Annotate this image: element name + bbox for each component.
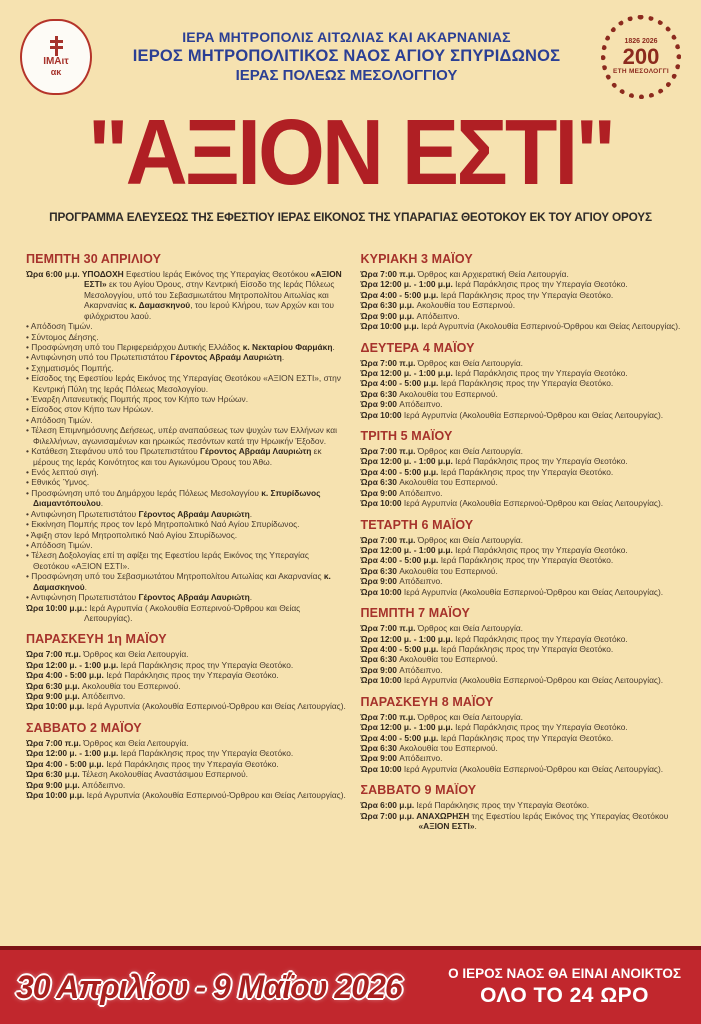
bullet-item <box>26 519 347 529</box>
main-title: "ΑΞΙΟΝ ΕΣΤΙ" <box>87 100 614 205</box>
plain-text: Ιερά Παράκλησις προς την Υπεραγία Θεοτόκο. <box>120 748 294 759</box>
plain-text: Έναρξη Λιτανευτικής Πομπής προς τον Κήπο των Ηρώων. <box>31 394 249 405</box>
plain-text: Ακολουθία του Εσπερινού. <box>82 680 181 691</box>
plain-text: Όρθρος και Θεία Λειτουργία. <box>417 534 523 545</box>
plain-text: της Εφεστίου Ιεράς Εικόνος της Υπεραγίας Θεοτόκου <box>469 810 669 821</box>
footer-banner <box>0 946 701 1024</box>
bullet-item <box>26 332 347 342</box>
time-item <box>361 290 682 300</box>
emphasized-text: Ώρα 4:00 - 5:00 μ.μ. <box>360 732 441 743</box>
time-item <box>361 555 682 565</box>
plain-text: Κατάθεση Στεφάνου υπό του Πρωτεπιστάτου <box>31 446 200 457</box>
emphasized-text: Ώρα 7:00 π.μ. <box>360 711 418 722</box>
time-item <box>361 634 682 644</box>
day-section <box>26 721 347 801</box>
plain-text: . <box>249 592 253 603</box>
emphasized-text: Ώρα 10:00 <box>360 409 404 420</box>
plain-text: Ενός λεπτού σιγή. <box>31 467 99 478</box>
emphasized-text: Ώρα 7:00 π.μ. <box>360 357 418 368</box>
plain-text: Όρθρος και Θεία Λειτουργία. <box>417 711 523 722</box>
day-section <box>361 341 682 421</box>
time-item <box>361 410 682 420</box>
day-heading: ΠΕΜΠΤΗ 30 ΑΠΡΙΛΙΟΥ <box>26 252 162 266</box>
footer-open-hours-note <box>448 965 685 1010</box>
emphasized-text: Ώρα 12:00 μ. - 1:00 μ.μ. <box>360 722 456 733</box>
plain-text: Αντιφώνηση υπό του Πρωτεπιστάτου <box>30 352 171 363</box>
time-item <box>361 311 682 321</box>
plain-text: Ακολουθία του Εσπερινού. <box>399 742 498 753</box>
emphasized-text: Ώρα 10:00 <box>360 586 404 597</box>
emphasized-text: Ώρα 12:00 μ. - 1:00 μ.μ. <box>360 279 456 290</box>
day-heading: ΠΕΜΠΤΗ 7 ΜΑΪΟΥ <box>360 606 470 621</box>
bullet-dot: • <box>26 425 32 436</box>
bullet-item <box>26 550 347 571</box>
plain-text: Ιερά Αγρυπνία (Ακολουθία Εσπερινού-Όρθρου και Θείας Λειτουργίας). <box>403 763 664 774</box>
emphasized-text: Ώρα 6:30 <box>360 388 400 399</box>
header-line-city: ΙΕΡΑΣ ΠΟΛΕΩΣ ΜΕΣΟΛΟΓΓΙΟΥ <box>235 66 458 84</box>
plain-text: Ιερά Παράκλησις προς την Υπεραγία Θεοτόκο. <box>440 466 614 477</box>
plain-text: Ακολουθία του Εσπερινού. <box>416 300 516 311</box>
emphasized-text: Ώρα 10:00 μ.μ. <box>26 789 87 800</box>
plain-text: Ιερά Παράκλησις προς την Υπεραγία Θεοτόκο. <box>416 800 590 811</box>
plain-text: Ιερά Παράκλησις προς την Υπεραγία Θεοτόκο. <box>440 732 614 743</box>
time-item <box>361 743 682 753</box>
plain-text: . <box>281 352 285 363</box>
plain-text: . <box>84 581 87 592</box>
footer-note-line1: Ο ΙΕΡΟΣ ΝΑΟΣ ΘΑ ΕΙΝΑΙ ΑΝΟΙΚΤΟΣ <box>448 965 681 981</box>
day-section <box>361 518 682 598</box>
emphasized-text: Ώρα 7:00 π.μ. <box>360 446 418 457</box>
time-item <box>26 780 347 790</box>
emphasized-text: Ώρα 12:00 μ. - 1:00 μ.μ. <box>360 367 456 378</box>
emphasized-text: Ώρα 4:00 - 5:00 μ.μ. <box>360 289 441 300</box>
plain-text: Απόδειπνο. <box>82 779 126 790</box>
bullet-item <box>26 488 347 509</box>
plain-text: Τέλεση Επιμνημόσυνης Δεήσεως, υπέρ αναπαύσεως των ψυχών των Ελλήνων και Φιλελλήνων, αγωνισαμένων και ηρωικώς πεσόντων κατά την Ηρωικήν Έξοδον. <box>31 425 337 446</box>
emphasized-text: Ώρα 4:00 - 5:00 μ.μ. <box>360 643 441 654</box>
emphasized-text: Ώρα 4:00 - 5:00 μ.μ. <box>26 670 107 681</box>
emphasized-text: ΥΠΟΔΟΧΗ <box>81 269 124 279</box>
emphasized-text: «ΑΞΙΟΝ ΕΣΤΙ» <box>418 821 475 832</box>
plain-text: Ιερά Αγρυπνία (Ακολουθία Εσπερινού-Όρθρου και Θείας Λειτουργίας). <box>403 586 664 597</box>
time-item <box>361 733 682 743</box>
plain-text: Αντιφώνηση Πρωτεπιστάτου <box>30 508 139 519</box>
emphasized-text: Ώρα 6:00 μ.μ. <box>26 269 82 279</box>
bullet-item <box>26 446 347 467</box>
time-item <box>361 675 682 685</box>
plain-text: Ιερά Παράκλησις προς την Υπεραγία Θεοτόκο. <box>455 633 628 644</box>
plain-text: , του Ιερού Κλήρου, των Αρχών και του φιλόχριστου λαού. <box>84 300 334 321</box>
bullet-item <box>26 540 347 550</box>
plain-text: Ιερά Αγρυπνία (Ακολουθία Εσπερινού-Όρθρου και Θείας Λειτουργίας). <box>403 498 664 509</box>
plain-text: Απόδειπνο. <box>399 664 443 675</box>
bullet-item <box>26 477 347 487</box>
emphasized-text: Ώρα 10:00 <box>360 498 404 509</box>
day-section <box>361 606 682 686</box>
day-heading: ΣΑΒΒΑΤΟ 9 ΜΑΪΟΥ <box>360 783 477 798</box>
plain-text: Ιερά Παράκλησις προς την Υπεραγία Θεοτόκο. <box>440 289 614 300</box>
footer-date-range: 30 Απριλίου - 9 Μαΐου 2026 <box>16 968 402 1005</box>
bullet-dot: • <box>26 529 31 540</box>
plain-text: Είσοδος στον Κήπο των Ηρώων. <box>31 404 154 415</box>
time-item <box>26 701 347 711</box>
plain-text: Σχηματισμός Πομπής. <box>31 362 114 373</box>
bullet-item <box>26 321 347 331</box>
time-item <box>26 681 347 691</box>
bullet-item <box>26 404 347 414</box>
plain-text: Ακολουθία του Εσπερινού. <box>399 477 498 488</box>
time-item <box>361 545 682 555</box>
emphasized-text: Γέροντος Αβραάμ Λαυριώτη <box>138 592 250 603</box>
day-heading: ΤΕΤΑΡΤΗ 6 ΜΑΪΟΥ <box>360 517 474 532</box>
bullet-dot: • <box>26 331 32 342</box>
bullet-item <box>26 394 347 404</box>
emblem-monogram-top: ΙΜΑιτ <box>43 56 69 68</box>
bullet-dot: • <box>26 321 31 332</box>
plain-text: Ακολουθία του Εσπερινού. <box>399 565 498 576</box>
header-line-church: ΙΕΡΟΣ ΜΗΤΡΟΠΟΛΙΤΙΚΟΣ ΝΑΟΣ ΑΓΙΟΥ ΣΠΥΡΙΔΩΝΟΣ <box>132 47 561 66</box>
time-item <box>26 649 347 659</box>
emphasized-text: «ΑΞΙΟΝ ΕΣΤΙ» <box>84 269 342 290</box>
emphasized-text: Ώρα 7:00 π.μ. <box>360 534 418 545</box>
plain-text: Ιερά Παράκλησις προς την Υπεραγία Θεοτόκο. <box>106 670 279 681</box>
plain-text: Ιερά Αγρυπνία (Ακολουθία Εσπερινού-Όρθρου και Θείας Λειτουργίας). <box>403 675 664 686</box>
bicentennial-caption: ΕΤΗ ΜΕΣΟΛΟΓΓΙ <box>612 67 670 75</box>
day-section <box>361 695 682 775</box>
plain-text: . <box>474 821 477 832</box>
emphasized-text: Ώρα 12:00 μ. - 1:00 μ.μ. <box>26 748 121 759</box>
time-item <box>361 623 682 633</box>
time-item <box>361 467 682 477</box>
emphasized-text: Ώρα 6:00 μ.μ. <box>360 800 417 811</box>
bullet-dot: • <box>26 352 31 363</box>
plain-text: Όρθρος και Θεία Λειτουργία. <box>83 737 189 748</box>
emphasized-text: Ώρα 12:00 μ. - 1:00 μ.μ. <box>360 456 456 467</box>
plain-text: Ιερά Αγρυπνία (Ακολουθία Εσπερινού-Όρθρου και Θείας Λειτουργίας). <box>86 789 346 800</box>
plain-text: Προσφώνηση υπό του Σεβασμιωτάτου Μητροπολίτου Αιτωλίας και Ακαρνανίας <box>31 571 324 582</box>
time-item <box>26 660 347 670</box>
plain-text: Ιερά Αγρυπνία (Ακολουθία Εσπερινού-Όρθρου και Θείας Λειτουργίας). <box>421 321 681 332</box>
plain-text: Ιερά Παράκλησις προς την Υπεραγία Θεοτόκο. <box>440 378 614 389</box>
emphasized-text: Ώρα 9:00 μ.μ. <box>360 310 417 321</box>
time-item <box>361 811 682 832</box>
day-heading: ΣΑΒΒΑΤΟ 2 ΜΑΪΟΥ <box>26 720 142 735</box>
time-item <box>361 566 682 576</box>
bullet-item <box>26 509 347 519</box>
time-item <box>361 587 682 597</box>
day-section <box>26 252 347 623</box>
time-item <box>361 498 682 508</box>
plain-text: Απόδοση Τιμών. <box>30 414 93 425</box>
orthodox-cross-icon <box>48 36 64 56</box>
time-item <box>361 389 682 399</box>
plain-text: Σύντομος Δέησης. <box>31 331 99 342</box>
day-heading: ΚΥΡΙΑΚΗ 3 ΜΑΪΟΥ <box>360 252 473 266</box>
emphasized-text: Ώρα 10:00 <box>360 675 404 686</box>
bicentennial-number: 200 <box>622 43 660 69</box>
plain-text: Ιερά Παράκλησις προς την Υπεραγία Θεοτόκο. <box>455 722 628 733</box>
plain-text: . <box>332 341 335 352</box>
left-column <box>26 252 347 940</box>
emphasized-text: Ώρα 7:00 μ.μ. <box>360 810 417 821</box>
bullet-item <box>26 373 347 394</box>
emphasized-text: Ώρα 6:30 μ.μ. <box>360 300 417 311</box>
emphasized-text: Ώρα 10:00 μ.μ.: <box>26 602 88 613</box>
time-item <box>361 644 682 654</box>
bullet-dot: • <box>26 341 32 352</box>
emphasized-text: Ώρα 10:00 μ.μ. <box>360 321 422 332</box>
day-heading: ΠΑΡΑΣΚΕΥΗ 8 ΜΑΪΟΥ <box>360 694 494 709</box>
plain-text: εκ μέρους της Ιεράς Κοινότητος και του Αγιωνύμου Όρους του Άθω. <box>33 446 322 467</box>
bullet-dot: • <box>26 404 32 415</box>
plain-text: Απόδοση Τιμών. <box>30 321 93 332</box>
emphasized-text: Ώρα 9:00 μ.μ. <box>26 779 82 790</box>
plain-text: Ιερά Παράκλησις προς την Υπεραγία Θεοτόκο. <box>455 279 628 290</box>
time-item <box>361 712 682 722</box>
day-heading: ΔΕΥΤΕΡΑ 4 ΜΑΪΟΥ <box>360 340 475 355</box>
emphasized-text: Ώρα 6:30 <box>360 654 400 665</box>
bullet-item <box>26 363 347 373</box>
plain-text: Απόδοση Τιμών. <box>30 539 93 550</box>
plain-text: Ιερά Παράκλησις προς την Υπεραγία Θεοτόκο. <box>455 545 628 556</box>
emphasized-text: Γέροντος Αβραάμ Λαυριώτη <box>199 446 312 457</box>
bullet-dot: • <box>26 508 31 519</box>
metropolis-emblem <box>14 13 98 101</box>
emphasized-text: Ώρα 6:30 <box>360 742 400 753</box>
emphasized-text: Ώρα 12:00 μ. - 1:00 μ.μ. <box>360 545 456 556</box>
time-item <box>361 654 682 664</box>
time-item <box>361 368 682 378</box>
plain-text: Ιερά Παράκλησις προς την Υπεραγία Θεοτόκο. <box>455 456 628 467</box>
time-item <box>361 722 682 732</box>
bullet-dot: • <box>26 467 32 478</box>
bicentennial-emblem <box>595 11 687 103</box>
day-section <box>361 783 682 831</box>
emphasized-text: Ώρα 6:30 <box>360 565 400 576</box>
bullet-item <box>26 571 347 592</box>
plain-text: Απόδειπνο. <box>399 576 443 587</box>
bullet-dot: • <box>26 571 32 582</box>
plain-text: Ιερά Αγρυπνία ( Ακολουθία Εσπερινού-Όρθρου και Θείας Λειτουργίας). <box>84 602 301 623</box>
day-heading: ΤΡΙΤΗ 5 ΜΑΪΟΥ <box>360 429 453 444</box>
day-heading: ΠΑΡΑΣΚΕΥΗ 1η ΜΑΪΟΥ <box>26 632 167 647</box>
emphasized-text: Ώρα 9:00 <box>360 753 400 764</box>
time-item <box>361 378 682 388</box>
time-item <box>361 321 682 331</box>
bullet-dot: • <box>26 487 32 498</box>
emphasized-text: Ώρα 4:00 - 5:00 μ.μ. <box>26 758 107 769</box>
emphasized-text: Ώρα 9:00 <box>360 664 400 675</box>
plain-text: Προσφώνηση υπό του Περιφερειάρχου Δυτικής Ελλάδος <box>31 341 243 352</box>
header-line-metropolis: ΙΕΡΑ ΜΗΤΡΟΠΟΛΙΣ ΑΙΤΩΛΙΑΣ ΚΑΙ ΑΚΑΡΝΑΝΙΑΣ <box>182 28 511 45</box>
emphasized-text: Ώρα 9:00 <box>360 399 400 410</box>
plain-text: Άφιξη στον Ιερό Μητροπολιτικό Ναό Αγίου Σπυρίδωνος. <box>30 529 238 540</box>
plain-text: Τέλεση Ακολουθίας Αναστάσιμου Εσπερινού. <box>82 769 248 780</box>
plain-text: Όρθρος και Θεία Λειτουργία. <box>417 357 523 368</box>
emphasized-text: Ώρα 12:00 μ. - 1:00 μ.μ. <box>26 659 121 670</box>
program-subtitle: ΠΡΟΓΡΑΜΜΑ ΕΛΕΥΣΕΩΣ ΤΗΣ ΕΦΕΣΤΙΟΥ ΙΕΡΑΣ ΕΙΚΟΝΟΣ ΤΗΣ ΥΠΑΡΑΓΙΑΣ ΘΕΟΤΟΚΟΥ ΕΚ ΤΟΥ ΑΓΙΟΥ ΟΡΟΥΣ <box>49 210 652 224</box>
day-section <box>26 632 347 712</box>
emphasized-text: Ώρα 4:00 - 5:00 μ.μ. <box>360 466 441 477</box>
plain-text: Όρθρος και Αρχιερατική Θεία Λειτουργία. <box>417 269 569 279</box>
bullet-dot: • <box>26 477 32 488</box>
plain-text: Απόδειπνο. <box>399 487 443 498</box>
time-item <box>361 456 682 466</box>
plain-text: Ιερά Παράκλησις προς την Υπεραγία Θεοτόκο. <box>440 555 614 566</box>
emphasized-text: Ώρα 7:00 π.μ. <box>360 623 418 634</box>
plain-text: Απόδειπνο. <box>82 691 126 702</box>
bullet-item <box>26 425 347 446</box>
time-item <box>26 748 347 758</box>
metropolis-emblem-disc <box>20 19 92 95</box>
day-section <box>361 429 682 509</box>
plain-text: . <box>249 508 253 519</box>
header-text <box>98 29 595 86</box>
time-item <box>361 764 682 774</box>
emphasized-text: Ώρα 9:00 <box>360 487 400 498</box>
bicentennial-years: 1826 2026 <box>624 38 658 46</box>
time-item <box>26 790 347 800</box>
plain-text: Ιερά Παράκλησις προς την Υπεραγία Θεοτόκο. <box>455 367 628 378</box>
time-item <box>26 769 347 779</box>
time-item <box>361 576 682 586</box>
emphasized-text: Ώρα 7:00 π.μ. <box>360 269 418 279</box>
emphasized-text: κ. Νεκταρίου Φαρμάκη <box>242 341 333 352</box>
emphasized-text: Ώρα 6:30 μ.μ. <box>26 680 82 691</box>
emphasized-text: Ώρα 6:30 μ.μ. <box>26 769 82 780</box>
emphasized-text: Γέροντος Αβραάμ Λαυριώτη <box>170 352 282 363</box>
emphasized-text: Ώρα 9:00 <box>360 576 400 587</box>
time-item <box>361 399 682 409</box>
plain-text: Ιερά Παράκλησις προς την Υπεραγία Θεοτόκο. <box>440 643 614 654</box>
emphasized-text: Ώρα 7:00 π.μ. <box>26 649 84 660</box>
plain-text: Ακολουθία του Εσπερινού. <box>399 654 498 665</box>
footer-note-line2: ΟΛΟ ΤΟ 24 ΩΡΟ <box>480 984 649 1008</box>
emphasized-text: Ώρα 12:00 μ. - 1:00 μ.μ. <box>360 633 456 644</box>
plain-text: Όρθρος και Θεία Λειτουργία. <box>83 649 189 660</box>
bullet-dot: • <box>26 414 31 425</box>
plain-text: Εκκίνηση Πομπής προς τον Ιερό Μητροπολιτικό Ναό Αγίου Σπυρίδωνος. <box>31 519 300 530</box>
plain-text: Απόδειπνο. <box>399 753 443 764</box>
emphasized-text: Ώρα 10:00 <box>360 763 404 774</box>
time-item <box>26 759 347 769</box>
day-section <box>361 252 682 332</box>
emphasized-text: ΑΝΑΧΩΡΗΣΗ <box>416 810 470 821</box>
plain-text: Ακολουθία του Εσπερινού. <box>399 388 498 399</box>
time-item <box>361 488 682 498</box>
time-item <box>361 269 682 279</box>
time-item <box>361 535 682 545</box>
emphasized-text: Ώρα 4:00 - 5:00 μ.μ. <box>360 555 441 566</box>
emphasized-text: Ώρα 4:00 - 5:00 μ.μ. <box>360 378 441 389</box>
bullet-item <box>26 415 347 425</box>
bullet-dot: • <box>26 373 32 384</box>
time-item <box>26 670 347 680</box>
time-item <box>26 691 347 701</box>
plain-text: Τέλεση Δοξολογίας επί τη αφίξει της Εφεστίου Ιεράς Εικόνος της Υπεραγίας Θεοτόκου «ΑΞΙΟΝ ΕΣΤΙ». <box>31 550 309 571</box>
bullet-item <box>26 530 347 540</box>
bullet-item <box>26 592 347 602</box>
plain-text: Ιερά Παράκλησις προς την Υπεραγία Θεοτόκο. <box>120 659 294 670</box>
plain-text: Αντιφώνηση Πρωτεπιστάτου <box>30 592 139 603</box>
time-item <box>26 603 347 624</box>
emphasized-text: κ. Δαμασκηνού <box>33 571 331 592</box>
bullet-item <box>26 467 347 477</box>
emphasized-text: Γέροντος Αβραάμ Λαυριώτη <box>138 508 250 519</box>
time-item <box>361 665 682 675</box>
time-item <box>361 358 682 368</box>
emphasized-text: Ώρα 10:00 μ.μ. <box>26 701 87 712</box>
emphasized-text: κ. Σπυρίδωνος Διαμαντόπουλου <box>33 487 321 509</box>
plain-text: Εφεστίου Ιεράς Εικόνος της Υπεραγίας Θεοτόκου <box>123 269 311 279</box>
bullet-dot: • <box>26 550 32 561</box>
time-item <box>361 800 682 810</box>
bullet-dot: • <box>26 592 31 603</box>
header <box>0 0 701 104</box>
time-item <box>361 477 682 487</box>
bullet-dot: • <box>26 519 32 530</box>
time-item <box>361 446 682 456</box>
time-item <box>361 300 682 310</box>
plain-text: Όρθρος και Θεία Λειτουργία. <box>417 623 523 634</box>
plain-text: Ιερά Αγρυπνία (Ακολουθία Εσπερινού-Όρθρου και Θείας Λειτουργίας). <box>86 701 346 712</box>
emphasized-text: Ώρα 9:00 μ.μ. <box>26 691 82 702</box>
plain-text: Όρθρος και Θεία Λειτουργία. <box>417 446 523 457</box>
emphasized-text: Ώρα 7:00 π.μ. <box>26 737 84 748</box>
plain-text: Ιερά Παράκλησις προς την Υπεραγία Θεοτόκο. <box>106 758 279 769</box>
plain-text: Εθνικός Ύμνος. <box>31 477 90 488</box>
bullet-dot: • <box>26 362 32 373</box>
bullet-dot: • <box>26 539 31 550</box>
emphasized-text: Ώρα 6:30 <box>360 477 400 488</box>
program-columns <box>26 252 681 940</box>
time-item <box>26 738 347 748</box>
bullet-item <box>26 342 347 352</box>
plain-text: Απόδειπνο. <box>416 310 460 321</box>
emphasized-text: κ. Δαμασκηνού <box>129 300 191 311</box>
time-item <box>361 279 682 289</box>
plain-text: Ιερά Αγρυπνία (Ακολουθία Εσπερινού-Όρθρου και Θείας Λειτουργίας). <box>403 409 664 420</box>
plain-text: . <box>100 498 104 509</box>
plain-text: Προσφώνηση υπό του Δημάρχου Ιεράς Πόλεως Μεσολογγίου <box>31 487 262 498</box>
plain-text: Απόδειπνο. <box>399 399 443 410</box>
plain-text: εκ του Αγίου Όρους, στην Κεντρική Είσοδο της Ιεράς Πόλεως Μεσολογγίου, υπό του Σεβασμιωτάτου Μητροπολίτου Αιτωλίας και Ακαρνανίας <box>84 279 335 311</box>
bullet-item <box>26 352 347 362</box>
emblem-monogram-bottom: ακ <box>50 67 62 78</box>
right-column <box>361 252 682 940</box>
time-item <box>26 269 347 321</box>
plain-text: Είσοδος της Εφεστίου Ιεράς Εικόνος της Υπεραγίας Θεοτόκου «ΑΞΙΟΝ ΕΣΤΙ», στην Κεντρική Πύλη της Ιεράς Πόλεως Μεσολογγίου. <box>31 373 341 394</box>
laurel-wreath-icon <box>601 15 681 99</box>
bullet-dot: • <box>26 446 32 457</box>
bullet-dot: • <box>26 394 32 405</box>
time-item <box>361 753 682 763</box>
